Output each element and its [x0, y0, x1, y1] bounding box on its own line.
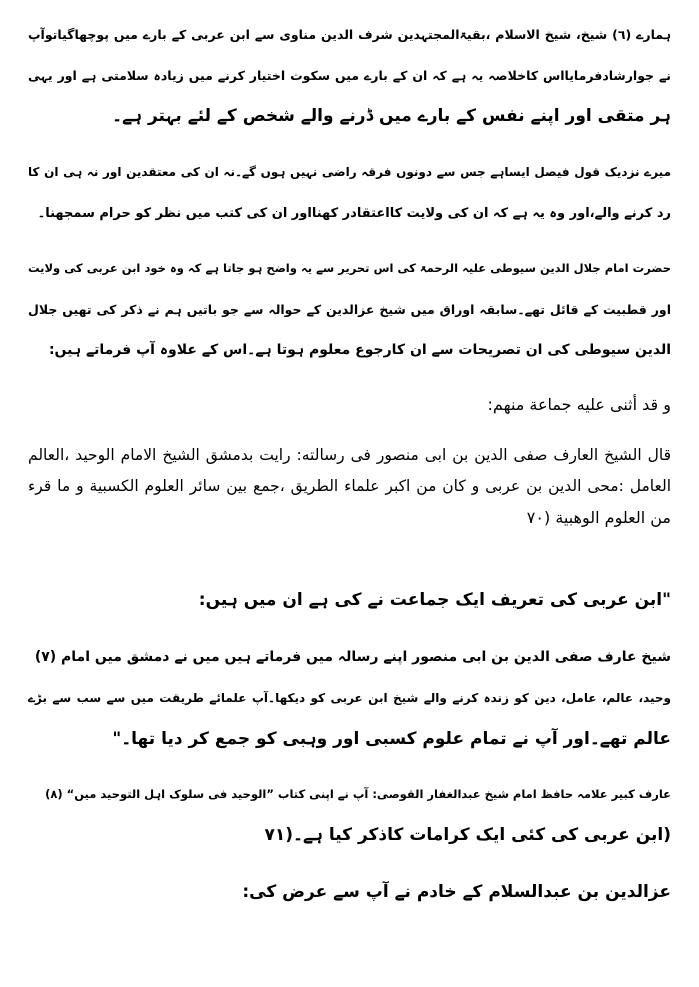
- paragraph-manawi-opinion: [28, 14, 671, 137]
- text-line: من العلوم الوهبية (٧٠: [526, 508, 671, 527]
- text-line: عزالدین بن عبدالسلام کے خادم نے آپ سے عرض کی:: [242, 882, 671, 902]
- paragraph-safi-al-din-urdu: [28, 637, 671, 760]
- text-line: (ابن عربی کی کئی ایک کرامات کاذکر کیا ہے۔(٧١: [264, 825, 671, 845]
- text-line: و قد أثنى عليه جماعة منهم:: [487, 395, 671, 414]
- text-line: وحید، عالم، عامل، دین کو زندہ کرنے والے شیخ ابن عربی کو دیکھا۔آپ علمائے طریقت میں سے سب سے بڑے: [28, 691, 671, 705]
- paragraph-suyuti: [28, 248, 671, 371]
- text-line: اور قطبیت کے قائل تھے۔سابقہ اوراق میں شیخ عزالدین کے حوالہ سے جو باتیں ہم نے ذکر کی تھیں جلال: [28, 302, 671, 317]
- text-line: ہر متقی اور اپنے نفس کے بارے میں ڈرنے والے شخص کے لئے بہتر ہے۔: [112, 106, 671, 126]
- arabic-heading-praise: [28, 389, 671, 420]
- text-line: عالم تھے۔اور آپ نے تمام علوم کسبی اور وہبی کو جمع کر دیا تھا۔": [112, 729, 671, 749]
- paragraph-decisive-view: [28, 152, 671, 234]
- text-line: عارف کبیر علامہ حافظ امام شیخ عبدالغفار القوصی: آپ نے اپنی کتاب ”الوحید فی سلوک اہل التوحید میں“ (٨): [45, 787, 671, 801]
- text-line: العامل :محى الدين بن عربى و كان من اكبر علماء الطريق ،جمع بين سائر العلوم الكسبية و ما قرء: [28, 477, 671, 495]
- paragraph-praise-intro: [28, 580, 671, 621]
- text-line: شیخ عارف صفی الدین بن ابی منصور اپنے رسالہ میں فرماتے ہیں میں نے دمشق میں امام (٧): [34, 649, 671, 665]
- paragraph-qusi: [28, 774, 671, 856]
- text-line: ہمارے (٦) شیخ، شیخ الاسلام ،بقیۃالمجتہدین شرف الدین مناوی سے ابن عربی کے بارے میں پوچھاگیاتوآپ: [28, 27, 672, 42]
- text-line: "ابن عربی کی تعریف ایک جماعت نے کی ہے ان میں ہیں:: [198, 590, 671, 610]
- text-line: رد کرنے والے،اور وہ یہ ہے کہ ان کی ولایت کااعتقادر کھنااور ان کی کتب میں نظر کو حرام سمجھنا۔: [37, 206, 671, 221]
- text-line: حضرت امام جلال الدین سیوطی علیہ الرحمۃ کی اس تحریر سے یہ واضح ہو جاتا ہے کہ وہ خود ابن عربی کی ولایت: [28, 261, 671, 275]
- text-line: قال الشيخ العارف صفى الدين بن ابى منصور فى رسالته: رايت بدمشق الشيخ الامام الوحيد ،العالم: [28, 446, 671, 464]
- paragraph-izz-al-din-servant: [28, 872, 671, 913]
- text-line: میرے نزدیک قول فیصل ایساہے جس سے دونوں فرقہ راضی نہیں ہوں گے۔نہ ان کی معتقدین اور نہ ہی ان کا: [28, 165, 671, 179]
- text-line: نے جوارشادفرمایااس کاخلاصہ یہ ہے کہ ان کے بارے میں سکوت اختیار کرنے میں زیادہ سلامتی ہے اور یہی: [28, 68, 671, 83]
- text-line: الدین سیوطی کی ان تصریحات سے ان کارجوع معلوم ہوتا ہے۔اس کے علاوہ آپ فرماتے ہیں:: [48, 342, 671, 358]
- arabic-quote-safi-al-din: [28, 440, 671, 533]
